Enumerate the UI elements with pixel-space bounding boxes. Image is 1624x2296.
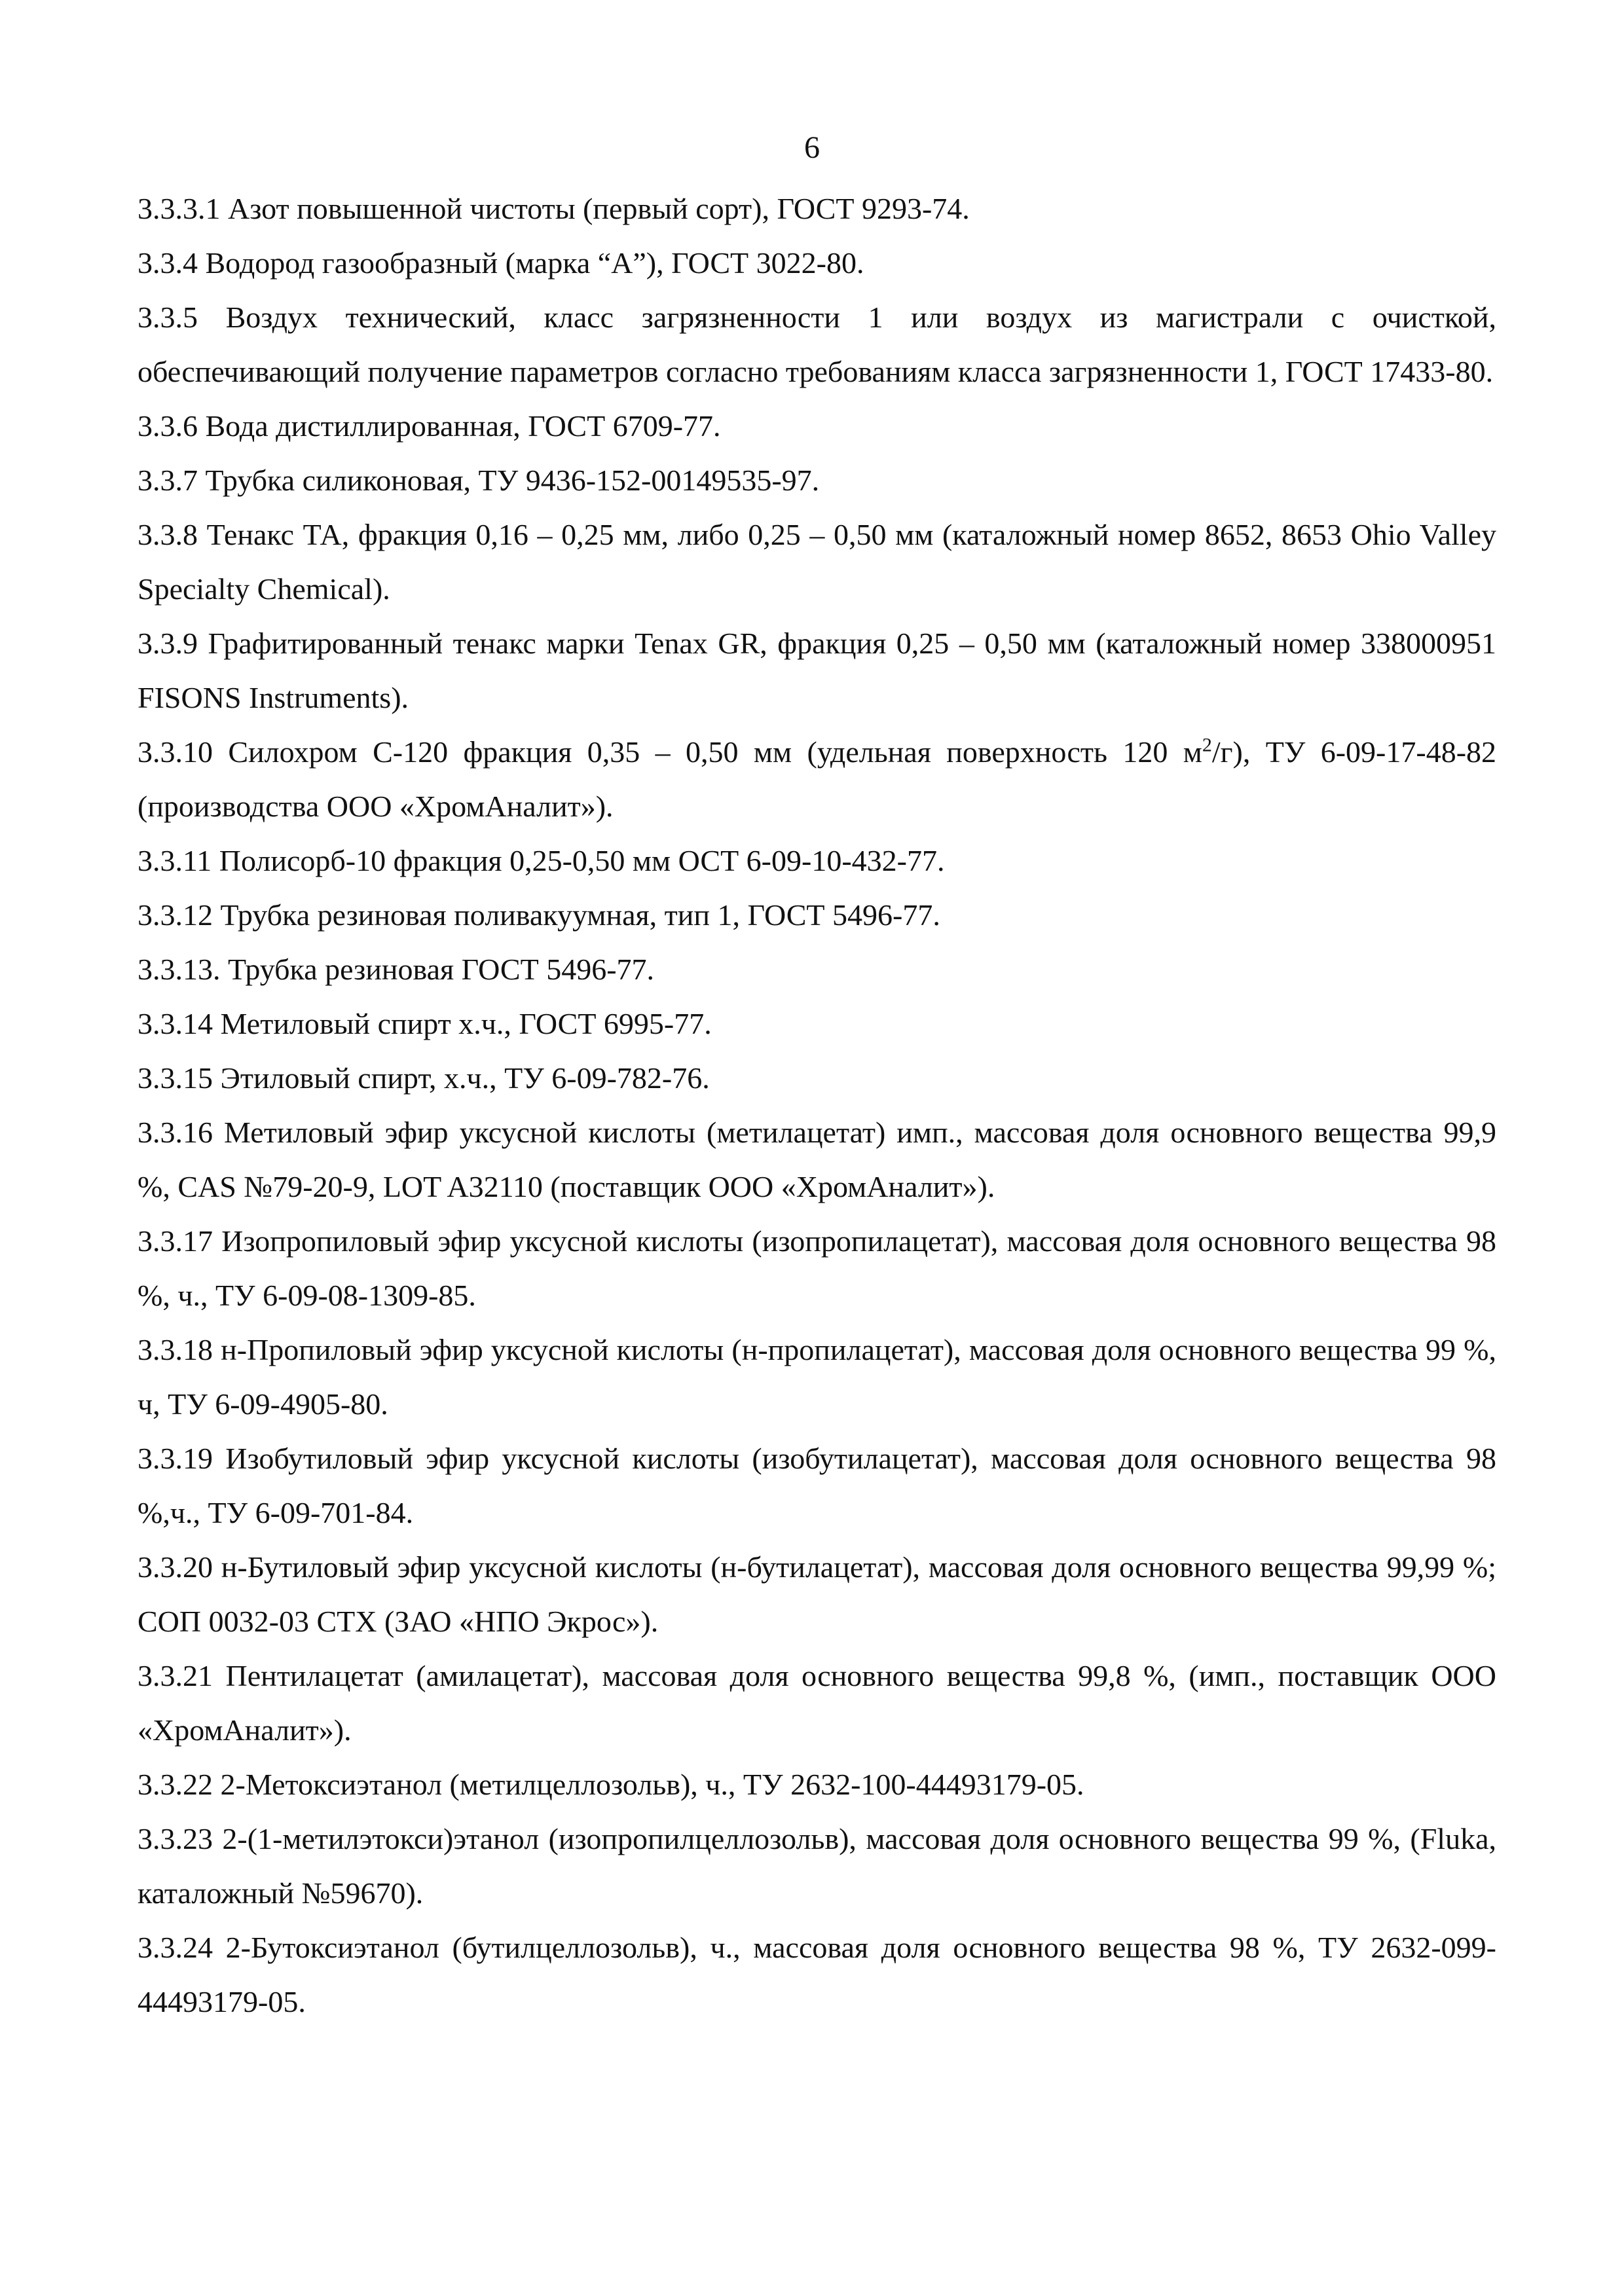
paragraph-3-3-10-part-1: 3.3.10 Силохром С-120 фракция 0,35 – 0,50 мм (удельная поверхность 120 м [138,735,1202,769]
paragraph-3-3-6: 3.3.6 Вода дистиллированная, ГОСТ 6709-77. [138,409,721,443]
paragraph-3-3-24: 3.3.24 2-Бутоксиэтанол (бутилцеллозольв), ч., массовая доля основного вещества 98 %, ТУ 2632-099-44493179-05. [138,1931,1496,2018]
paragraph-3-3-23: 3.3.23 2-(1-метилэтокси)этанол (изопропилцеллозольв), массовая доля основного вещества 99 %, (Fluka, каталожный №59670). [138,1822,1496,1910]
paragraph-3-3-13: 3.3.13. Трубка резиновая ГОСТ 5496-77. [138,953,655,986]
paragraph-3-3-10-part-2: /г), ТУ 6-09-17-48-82 (производства ООО «ХромАналит»). [138,735,1497,823]
paragraph-3-3-9: 3.3.9 Графитированный тенакс марки Tenax GR, фракция 0,25 – 0,50 мм (каталожный номер 338000951 FISONS Instruments). [138,627,1496,714]
paragraph-3-3-7: 3.3.7 Трубка силиконовая, ТУ 9436-152-00149535-97. [138,464,820,497]
paragraph-3-3-10 [138,725,1496,833]
paragraph-3-3-11: 3.3.11 Полисорб-10 фракция 0,25-0,50 мм ОСТ 6-09-10-432-77. [138,844,945,877]
paragraph-3-3-8: 3.3.8 Тенакс ТА, фракция 0,16 – 0,25 мм, либо 0,25 – 0,50 мм (каталожный номер 8652, 8653 Ohio Valley Specialty Chemical). [138,518,1496,606]
paragraph-3-3-4: 3.3.4 Водород газообразный (марка “А”), ГОСТ 3022-80. [138,246,864,280]
paragraph-3-3-21: 3.3.21 Пентилацетат (амилацетат), массовая доля основного вещества 99,8 %, (имп., поставщик ООО «ХромАналит»). [138,1659,1496,1747]
paragraph-3-3-18: 3.3.18 н-Пропиловый эфир уксусной кислоты (н-пропилацетат), массовая доля основного вещества 99 %, ч, ТУ 6-09-4905-80. [138,1333,1496,1421]
paragraph-3-3-19: 3.3.19 Изобутиловый эфир уксусной кислоты (изобутилацетат), массовая доля основного вещества 98 %,ч., ТУ 6-09-701-84. [138,1442,1496,1529]
paragraph-3-3-3-1: 3.3.3.1 Азот повышенной чистоты (первый сорт), ГОСТ 9293-74. [138,192,970,225]
paragraph-3-3-22: 3.3.22 2-Метоксиэтанол (метилцеллозольв), ч., ТУ 2632-100-44493179-05. [138,1768,1084,1801]
document-body [138,181,1496,2029]
paragraph-3-3-12: 3.3.12 Трубка резиновая поливакуумная, тип 1, ГОСТ 5496-77. [138,898,940,932]
superscript-2: 2 [1202,734,1212,756]
paragraph-3-3-15: 3.3.15 Этиловый спирт, х.ч., ТУ 6-09-782-76. [138,1061,710,1095]
page-number: 6 [804,130,820,165]
paragraph-3-3-20: 3.3.20 н-Бутиловый эфир уксусной кислоты (н-бутилацетат), массовая доля основного вещества 99,99 %; СОП 0032-03 СТХ (ЗАО «НПО Экрос»). [138,1550,1496,1638]
paragraph-3-3-16: 3.3.16 Метиловый эфир уксусной кислоты (метилацетат) имп., массовая доля основного вещества 99,9 %, CAS №79-20-9, LOT A32110 (поставщик ООО «ХромАналит»). [138,1116,1496,1203]
paragraph-3-3-17: 3.3.17 Изопропиловый эфир уксусной кислоты (изопропилацетат), массовая доля основного вещества 98 %, ч., ТУ 6-09-08-1309-85. [138,1224,1496,1312]
paragraph-3-3-5: 3.3.5 Воздух технический, класс загрязненности 1 или воздух из магистрали с очисткой, обеспечивающий получение параметров согласно требованиям класса загрязненности 1, ГОСТ 17433-80. [138,301,1496,388]
paragraph-3-3-14: 3.3.14 Метиловый спирт х.ч., ГОСТ 6995-77. [138,1007,712,1040]
